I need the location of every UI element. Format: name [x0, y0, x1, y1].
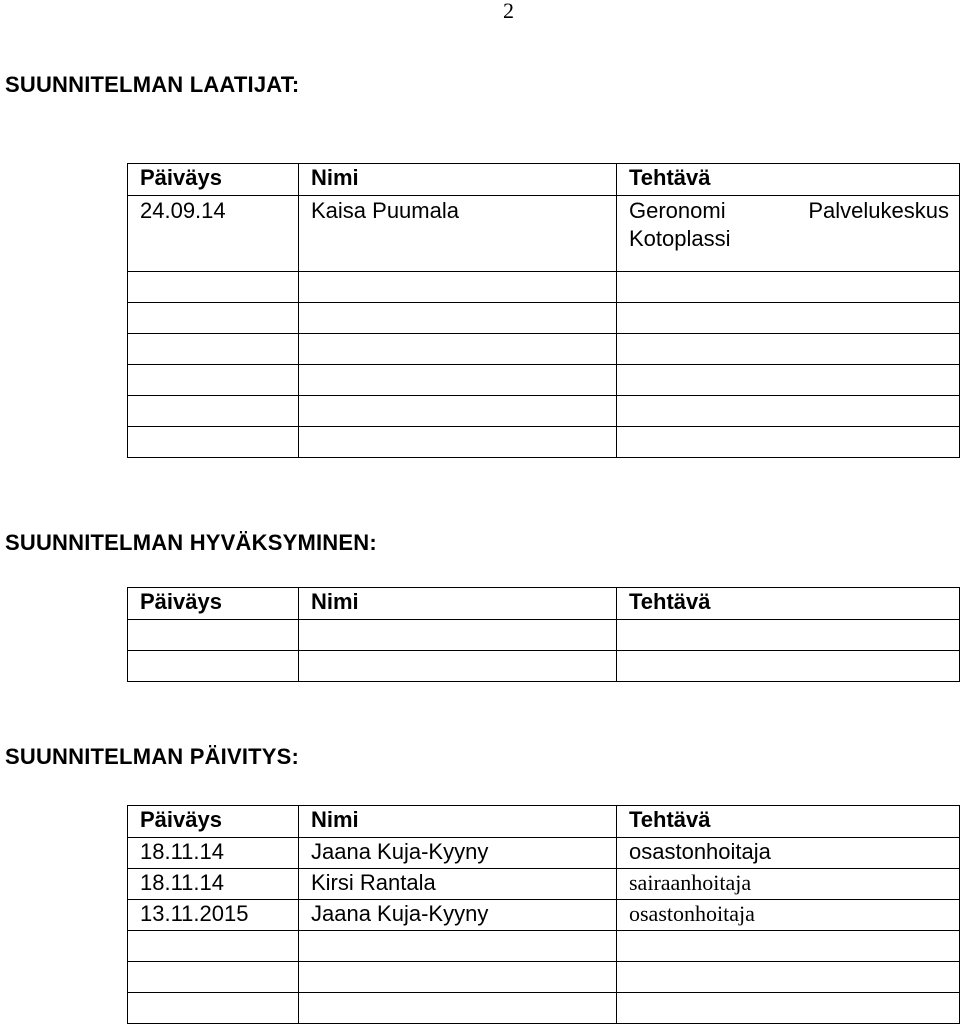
table-row — [128, 651, 960, 682]
updates-heading: SUUNNITELMAN PÄIVITYS: — [5, 744, 300, 769]
table-row — [128, 196, 960, 272]
table-header-row — [128, 164, 960, 196]
authors-heading: SUUNNITELMAN LAATIJAT: — [5, 72, 300, 97]
cell-name: Kaisa Puumala — [299, 196, 617, 272]
task-unit: Palvelukeskus — [808, 198, 949, 223]
table-row — [128, 869, 960, 900]
authors-table — [127, 163, 960, 458]
header-date: Päiväys — [128, 164, 299, 196]
table-row — [128, 272, 960, 303]
header-name: Nimi — [299, 588, 617, 620]
table-row — [128, 396, 960, 427]
cell-task: sairaanhoitaja — [617, 869, 960, 900]
cell-task — [617, 196, 960, 272]
page-number: 2 — [503, 0, 514, 23]
task-title: Geronomi — [629, 198, 726, 223]
table-row — [128, 620, 960, 651]
header-task: Tehtävä — [617, 588, 960, 620]
approval-table — [127, 587, 960, 682]
table-row — [128, 993, 960, 1024]
table-row — [128, 303, 960, 334]
table-row — [128, 900, 960, 931]
approval-heading: SUUNNITELMAN HYVÄKSYMINEN: — [5, 530, 377, 555]
table-row — [128, 365, 960, 396]
cell-date: 13.11.2015 — [128, 900, 299, 931]
cell-task: osastonhoitaja — [617, 900, 960, 931]
table-row — [128, 962, 960, 993]
cell-task: osastonhoitaja — [617, 838, 960, 869]
table-row — [128, 334, 960, 365]
header-date: Päiväys — [128, 806, 299, 838]
header-name: Nimi — [299, 164, 617, 196]
cell-date: 24.09.14 — [128, 196, 299, 272]
table-row — [128, 427, 960, 458]
task-place: Kotoplassi — [629, 226, 731, 251]
table-header-row — [128, 806, 960, 838]
cell-date: 18.11.14 — [128, 838, 299, 869]
header-name: Nimi — [299, 806, 617, 838]
cell-date: 18.11.14 — [128, 869, 299, 900]
header-task: Tehtävä — [617, 806, 960, 838]
updates-table — [127, 805, 960, 1024]
cell-name: Kirsi Rantala — [299, 869, 617, 900]
header-date: Päiväys — [128, 588, 299, 620]
table-header-row — [128, 588, 960, 620]
cell-name: Jaana Kuja-Kyyny — [299, 838, 617, 869]
header-task: Tehtävä — [617, 164, 960, 196]
table-row — [128, 931, 960, 962]
cell-name: Jaana Kuja-Kyyny — [299, 900, 617, 931]
table-row — [128, 838, 960, 869]
